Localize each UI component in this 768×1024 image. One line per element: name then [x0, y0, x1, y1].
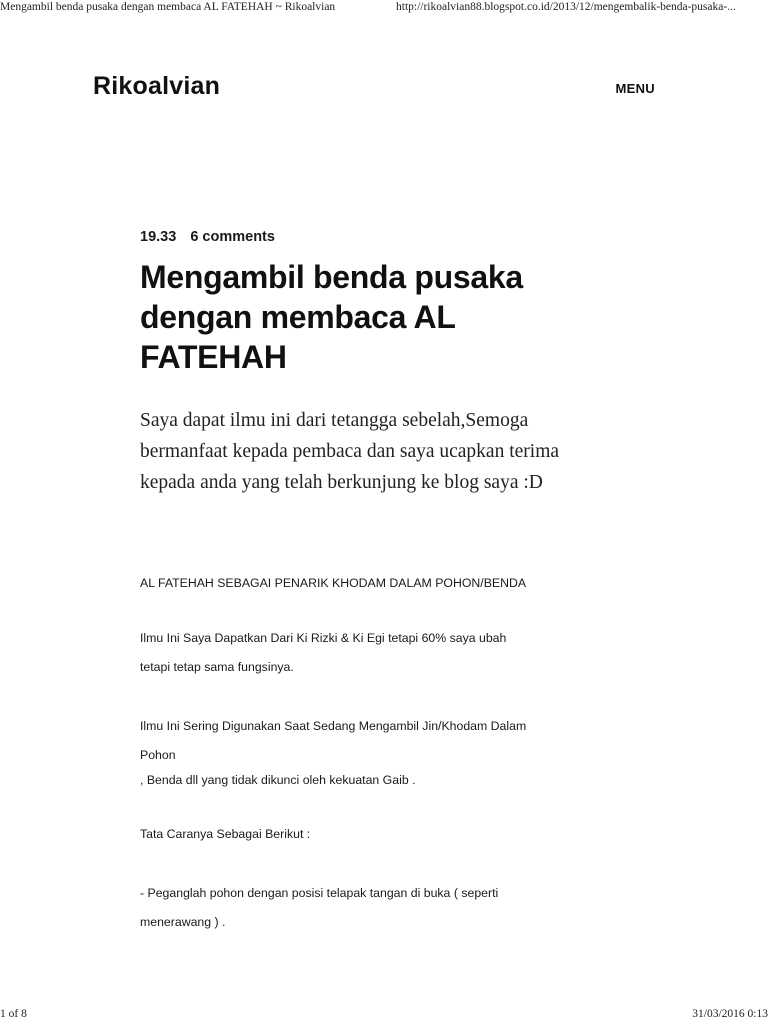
body-paragraph: Ilmu Ini Saya Dapatkan Dari Ki Rizki & Ki Egi tetapi 60% saya ubah: [140, 631, 507, 645]
print-header: [0, 0, 768, 20]
print-page-url: http://rikoalvian88.blogspot.co.id/2013/12/mengembalik-benda-pusaka-...: [396, 1, 736, 13]
body-paragraph: Pohon: [140, 748, 176, 762]
blog-post: [140, 229, 600, 937]
post-meta: [140, 229, 600, 251]
section-heading: AL FATEHAH SEBAGAI PENARIK KHODAM DALAM POHON/BENDA: [140, 576, 527, 590]
post-intro: Saya dapat ilmu ini dari tetangga sebelah,Semoga bermanfaat kepada pembaca dan saya ucapkan terima kepada anda yang telah berkunjung ke blog saya :D: [140, 410, 560, 493]
print-page-title: Mengambil benda pusaka dengan membaca AL FATEHAH ~ Rikoalvian: [0, 1, 336, 13]
site-title-link[interactable]: Rikoalvian: [93, 72, 221, 100]
body-paragraph: menerawang ) .: [140, 915, 226, 929]
body-paragraph: , Benda dll yang tidak dikunci oleh kekuatan Gaib .: [140, 773, 416, 787]
comments-link[interactable]: 6 comments: [190, 229, 275, 245]
body-paragraph: tetapi tetap sama fungsinya.: [140, 660, 294, 674]
body-paragraph: - Peganglah pohon dengan posisi telapak tangan di buka ( seperti: [140, 886, 499, 900]
site-header: [93, 72, 655, 108]
print-date: 31/03/2016 0:13: [692, 1008, 768, 1020]
print-footer: [0, 1006, 768, 1024]
menu-button[interactable]: MENU: [615, 81, 655, 96]
body-paragraph: Ilmu Ini Sering Digunakan Saat Sedang Mengambil Jin/Khodam Dalam: [140, 719, 527, 733]
print-page-number: 1 of 8: [0, 1008, 27, 1020]
body-paragraph: Tata Caranya Sebagai Berikut :: [140, 827, 311, 841]
post-time: 19.33: [140, 229, 177, 245]
post-body: [140, 572, 610, 937]
post-title: Mengambil benda pusaka dengan membaca AL FATEHAH: [140, 259, 523, 375]
